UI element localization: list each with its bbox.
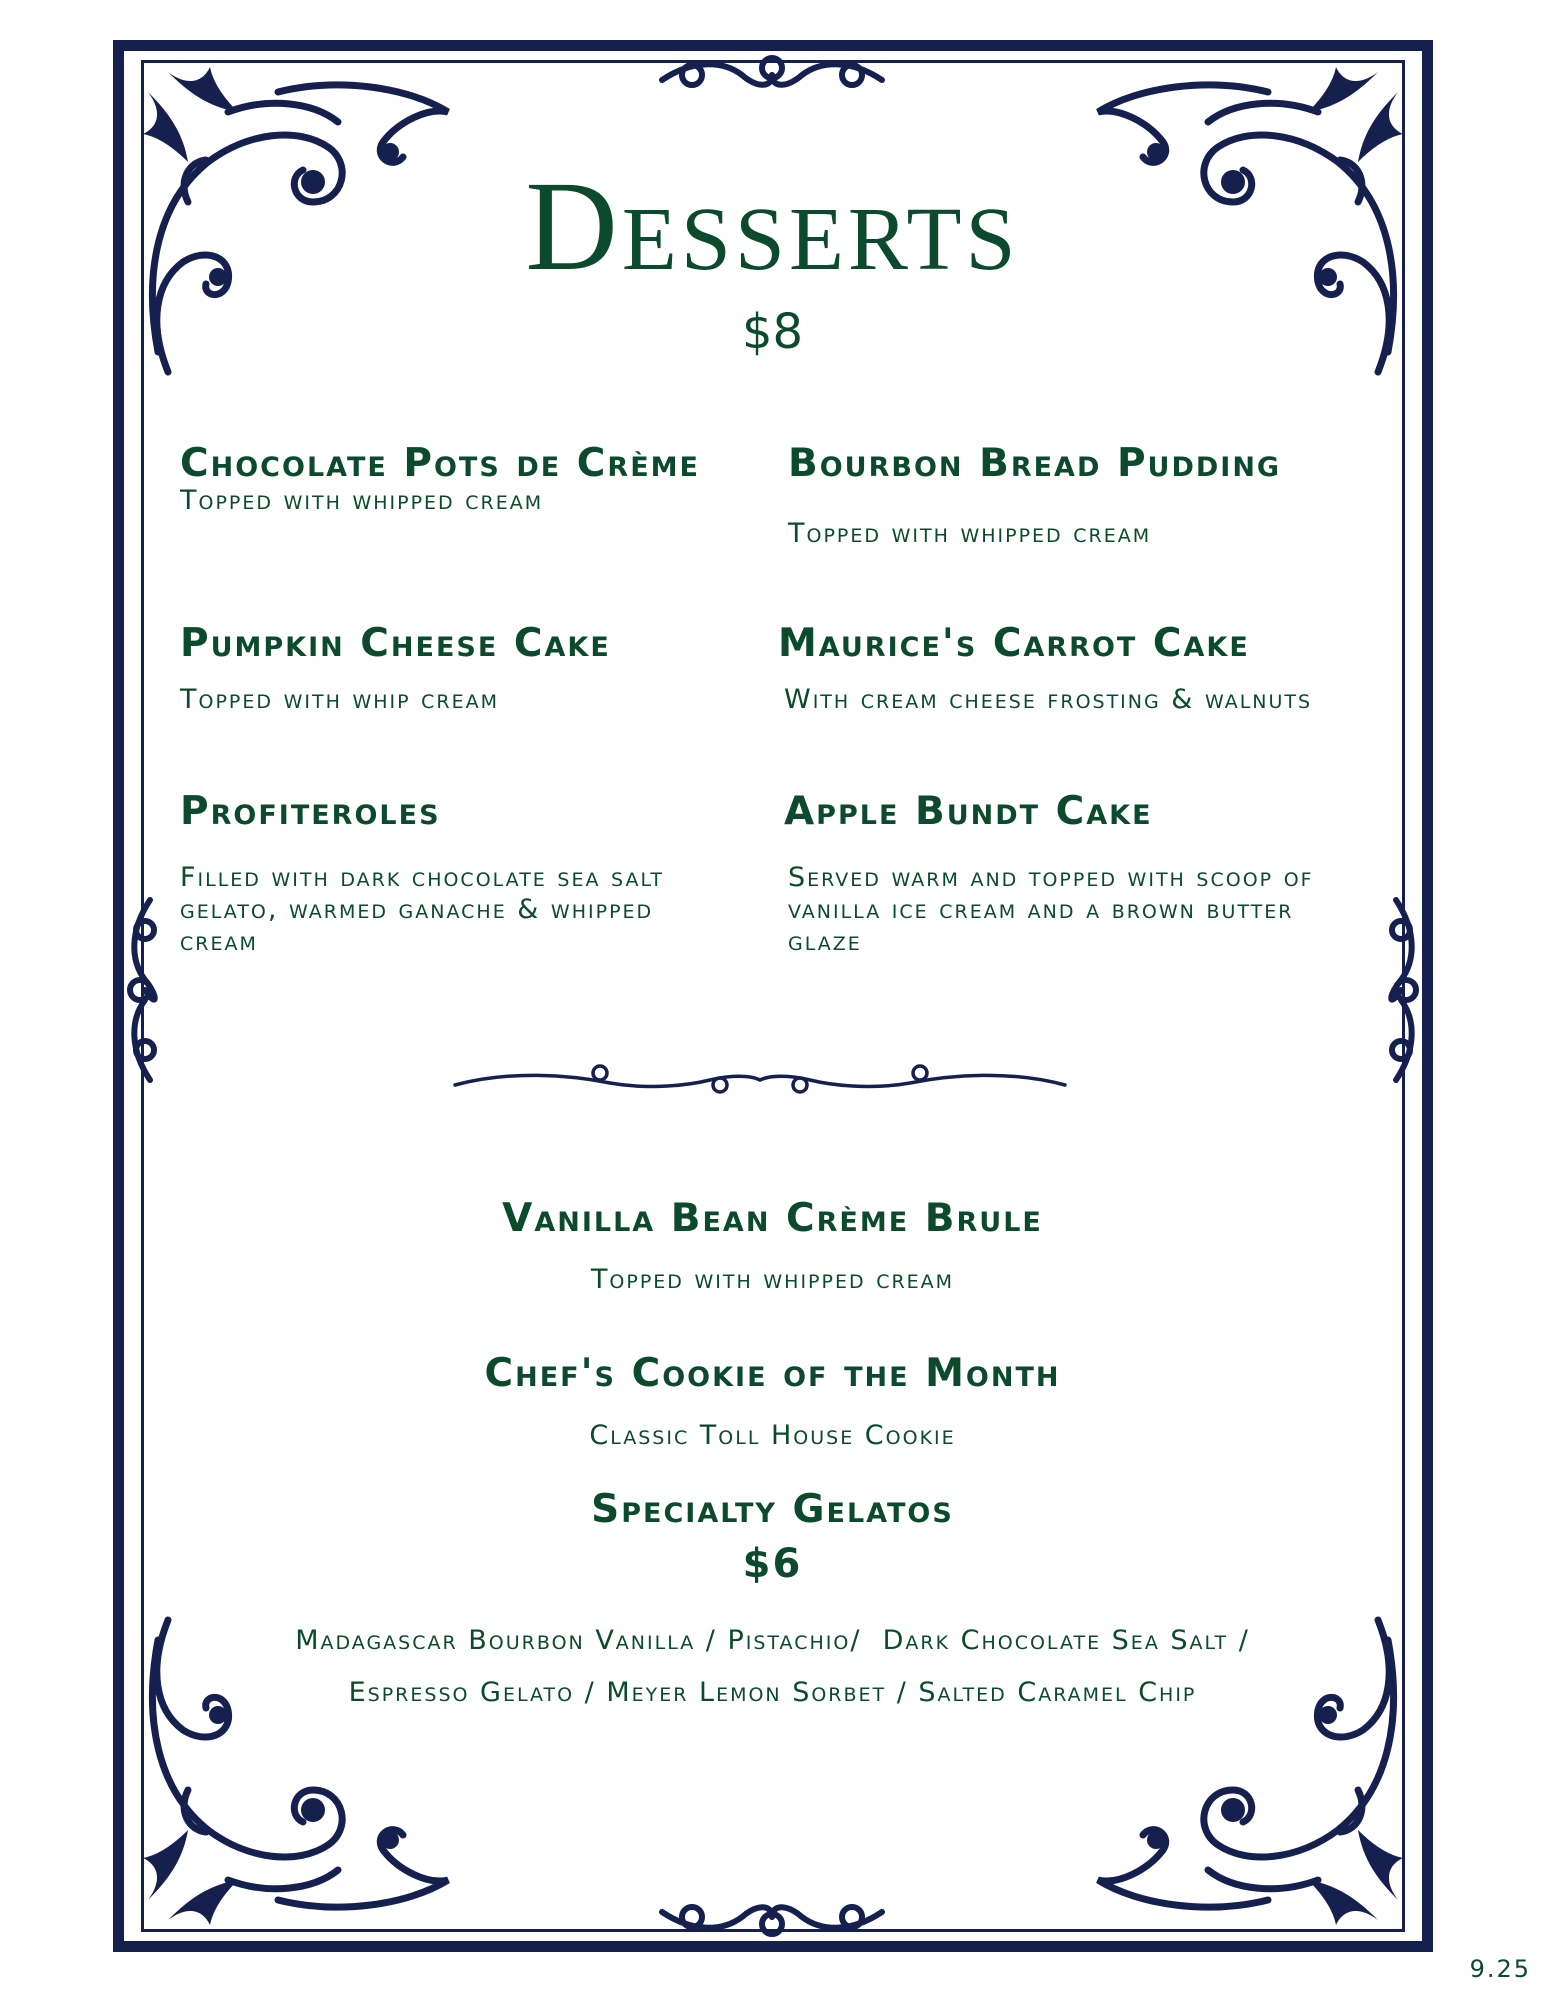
- side-scroll-ornament-icon: [120, 890, 170, 1090]
- menu-item-desc: Served warm and topped with scoop of vanilla ice cream and a brown butter glaze: [788, 862, 1314, 957]
- menu-item: [778, 621, 1408, 716]
- menu-item-name: Bourbon Bread Pudding: [788, 441, 1282, 486]
- featured-item-desc: Classic Toll House Cookie: [589, 1420, 956, 1451]
- menu-item-name: Pumpkin Cheese Cake: [180, 621, 611, 666]
- version-label: 9.25: [1469, 1955, 1531, 1983]
- divider-flourish-icon: [450, 1055, 1070, 1105]
- top-scroll-ornament-icon: [652, 50, 892, 100]
- gelato-price: $6: [742, 1541, 803, 1587]
- side-scroll-ornament-icon: [1376, 890, 1426, 1090]
- menu-item-desc: Topped with whip cream: [180, 684, 500, 715]
- featured-item-name: Chef's Cookie of the Month: [484, 1351, 1061, 1396]
- featured-item-desc: Topped with whipped cream: [590, 1264, 955, 1295]
- menu-item: [180, 441, 720, 517]
- menu-item: [788, 441, 1408, 550]
- featured-item: [0, 1351, 1545, 1452]
- gelato-section: [0, 1487, 1545, 1709]
- menu-item-name: Profiteroles: [180, 789, 441, 834]
- page-title: Desserts: [525, 155, 1020, 297]
- menu-item-desc: Topped with whipped cream: [180, 485, 544, 516]
- menu-item: [180, 621, 740, 716]
- featured-item-name: Vanilla Bean Crème Brule: [502, 1196, 1043, 1241]
- menu-item-name: Chocolate Pots de Crème: [180, 441, 700, 486]
- bottom-scroll-ornament-icon: [652, 1892, 892, 1942]
- menu-item-name: Apple Bundt Cake: [784, 789, 1153, 834]
- gelato-flavors-line: Espresso Gelato / Meyer Lemon Sorbet / Salted Caramel Chip: [348, 1677, 1197, 1708]
- featured-item: [0, 1196, 1545, 1296]
- gelato-title: Specialty Gelatos: [591, 1487, 954, 1532]
- dessert-price: $8: [741, 304, 804, 360]
- menu-item: [180, 789, 700, 958]
- menu-item-desc: With cream cheese frosting & walnuts: [784, 684, 1313, 715]
- menu-item: [784, 789, 1364, 958]
- gelato-flavors-line: Madagascar Bourbon Vanilla / Pistachio/ Dark Chocolate Sea Salt /: [295, 1625, 1250, 1656]
- menu-item-desc: Filled with dark chocolate sea salt gelato, warmed ganache & whipped cream: [180, 862, 665, 957]
- menu-item-desc: Topped with whipped cream: [788, 518, 1152, 549]
- menu-item-name: Maurice's Carrot Cake: [778, 621, 1250, 666]
